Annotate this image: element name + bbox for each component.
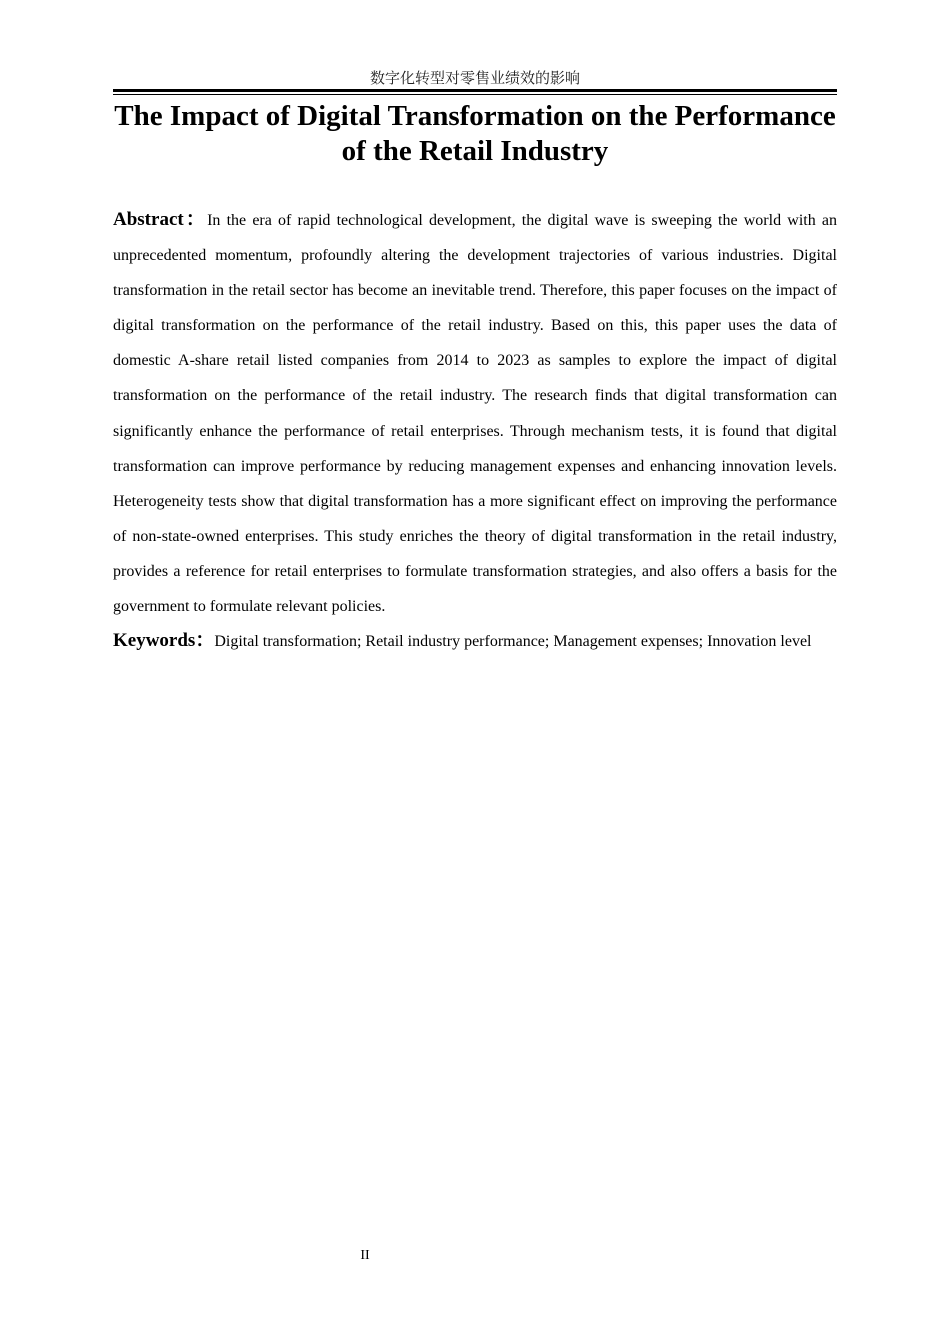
keywords-text: Digital transformation; Retail industry performance; Management expenses; Innovation level <box>214 633 812 650</box>
header-rule-thin <box>113 94 837 95</box>
abstract <box>113 202 837 624</box>
abstract-text: In the era of rapid technological development, the digital wave is sweeping the world with an unprecedented momentum, profoundly altering the development trajectories of various industries. Digital transformation in the retail sector has become an inevitable trend. Therefore, this paper focuses on the impact of digital transformation on the performance of the retail industry. Based on this, this paper uses the data of domestic A-share retail listed companies from 2014 to 2023 as samples to explore the impact of digital transformation on the performance of the retail industry. The research finds that digital transformation can significantly enhance the performance of retail enterprises. Through mechanism tests, it is found that digital transformation can improve performance by reducing management expenses and enhancing innovation levels. Heterogeneity tests show that digital transformation has a more significant effect on improving the performance of non-state-owned enterprises. This study enriches the theory of digital transformation in the retail industry, provides a reference for retail enterprises to formulate transformation strategies, and also offers a basis for the government to formulate relevant policies. <box>113 212 837 616</box>
keywords-label: Keywords： <box>113 630 215 651</box>
paper-title: The Impact of Digital Transformation on the Performance of the Retail Industry <box>114 100 836 167</box>
abstract-label: Abstract： <box>113 209 208 230</box>
running-header: 数字化转型对零售业绩效的影响 <box>369 69 580 87</box>
page-number: II <box>360 1248 370 1263</box>
keywords <box>113 624 837 659</box>
header-rule-thick <box>113 89 837 92</box>
